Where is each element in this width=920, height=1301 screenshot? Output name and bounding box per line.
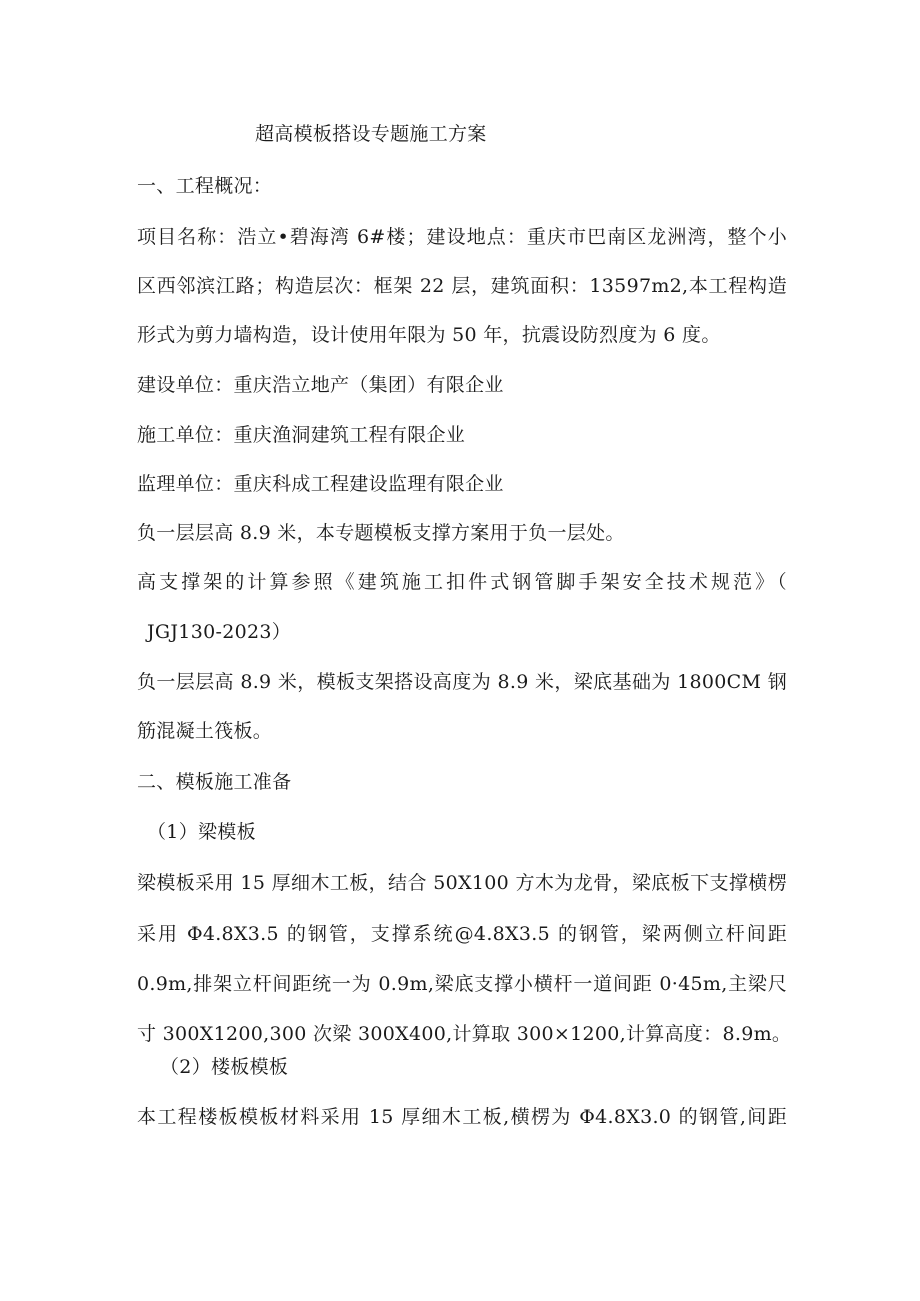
subsection-heading-beam: （1）梁模板 <box>147 821 256 843</box>
paragraph-line: 采用 Φ4.8X3.5 的钢管，支撑系统@4.8X3.5 的钢管，梁两侧立杆间距 <box>137 923 787 945</box>
subsection-heading-slab: （2）楼板模板 <box>160 1056 289 1078</box>
paragraph-line: 施工单位：重庆渔洞建筑工程有限企业 <box>137 424 466 446</box>
paragraph-line: 形式为剪力墙构造，设计使用年限为 50 年，抗震设防烈度为 6 度。 <box>137 324 721 346</box>
paragraph-line: 建设单位：重庆浩立地产（集团）有限企业 <box>137 374 504 396</box>
section-heading-preparation: 二、模板施工准备 <box>137 771 292 793</box>
paragraph-line: 0.9m,排架立杆间距统一为 0.9m,梁底支撑小横杆一道间距 0·45m,主梁尺 <box>137 973 787 995</box>
document-title: 超高模板搭设专题施工方案 <box>255 123 487 145</box>
paragraph-line: 本工程楼板模板材料采用 15 厚细木工板,横楞为 Φ4.8X3.0 的钢管,间距 <box>137 1106 787 1128</box>
paragraph-line: 负一层层高 8.9 米，模板支架搭设高度为 8.9 米，梁底基础为 1800CM 钢 <box>137 671 787 693</box>
paragraph-line: 寸 300X1200,300 次梁 300X400,计算取 300×1200,计算高度：8.9m。 <box>137 1023 792 1045</box>
paragraph-line: 区西邻滨江路；构造层次：框架 22 层，建筑面积：13597m2,本工程构造 <box>137 275 787 297</box>
paragraph-line: JGJ130-2023） <box>147 621 292 643</box>
paragraph-line: 筋混凝土筏板。 <box>137 720 273 742</box>
paragraph-line: 项目名称：浩立•碧海湾 6#楼；建设地点：重庆市巴南区龙洲湾，整个小 <box>137 226 787 248</box>
paragraph-line: 高支撑架的计算参照《建筑施工扣件式钢管脚手架安全技术规范》（ <box>137 571 787 593</box>
section-heading-overview: 一、工程概况： <box>137 175 273 197</box>
paragraph-line: 监理单位：重庆科成工程建设监理有限企业 <box>137 473 504 495</box>
paragraph-line: 负一层层高 8.9 米，本专题模板支撑方案用于负一层处。 <box>137 522 625 544</box>
paragraph-line: 梁模板采用 15 厚细木工板，结合 50X100 方木为龙骨，梁底板下支撑横楞 <box>137 872 787 894</box>
